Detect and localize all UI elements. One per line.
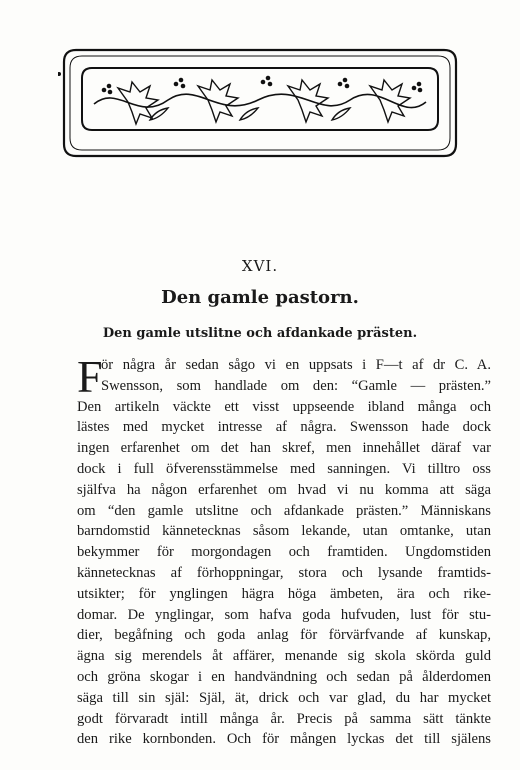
text-line: om “den gamle utslitne och afdankade prästen.” Människans xyxy=(77,502,491,519)
text-line: den rike kornbonden. Och för mången lyckas det till själens xyxy=(77,731,491,748)
chapter-subtitle: Den gamle utslitne och afdankade prästen. xyxy=(102,326,418,341)
text-line: bekymmer för morgondagen och framtiden. Ungdomstiden xyxy=(77,544,491,561)
text-line: lästes med mycket intresse af några. Swensson hade dock xyxy=(77,419,491,436)
text-line: dock i full öfverensstämmelse med sanningen. Vi tilltro oss xyxy=(77,460,491,477)
floral-headpiece-ornament xyxy=(58,44,462,162)
text-line: ör några år sedan sågo vi en uppsats i F—t af dr C. A. xyxy=(101,357,491,373)
text-line: godt förvaradt intill många år. Precis på samma sätt tänkte xyxy=(77,710,491,727)
chapter-title: Den gamle pastorn. xyxy=(161,287,359,308)
drop-cap-letter: F xyxy=(77,351,103,402)
text-line: säga till sin själ: Själ, ät, drick och var glad, du har mycket xyxy=(77,689,491,706)
text-line: och gröna skogar i en handvändning och sedan på ålderdomen xyxy=(77,668,491,685)
text-line: kännetecknas af förhoppningar, stora och lysande framtids- xyxy=(77,564,491,581)
text-line: domar. De ynglingar, som hafva goda hufvuden, lust för stu- xyxy=(77,606,491,623)
text-line: Swensson, som handlade om den: “Gamle — prästen.” xyxy=(101,377,491,394)
chapter-number: XVI. xyxy=(241,257,279,275)
text-line: ägna sig merendels åt affärer, menande sig skola skörda guld xyxy=(77,648,491,665)
body-text xyxy=(77,351,491,750)
text-line: Den artikeln väckte ett visst uppseende ibland många och xyxy=(77,398,491,415)
text-line: dier, begåfning och goda anlag för förvärfvande af kunskap, xyxy=(77,627,491,644)
text-line: själfva ha någon erfarenhet om hvad vi nu komma att säga xyxy=(77,481,491,498)
text-line: barndomstid kännetecknas såsom lekande, utan omtanke, utan xyxy=(77,523,491,540)
text-line: utsikter; för ynglingen hägra höga ämbeten, ära och rike- xyxy=(77,585,491,602)
text-line: ingen erfarenhet om det han skref, men innehållet däraf var xyxy=(77,440,491,457)
